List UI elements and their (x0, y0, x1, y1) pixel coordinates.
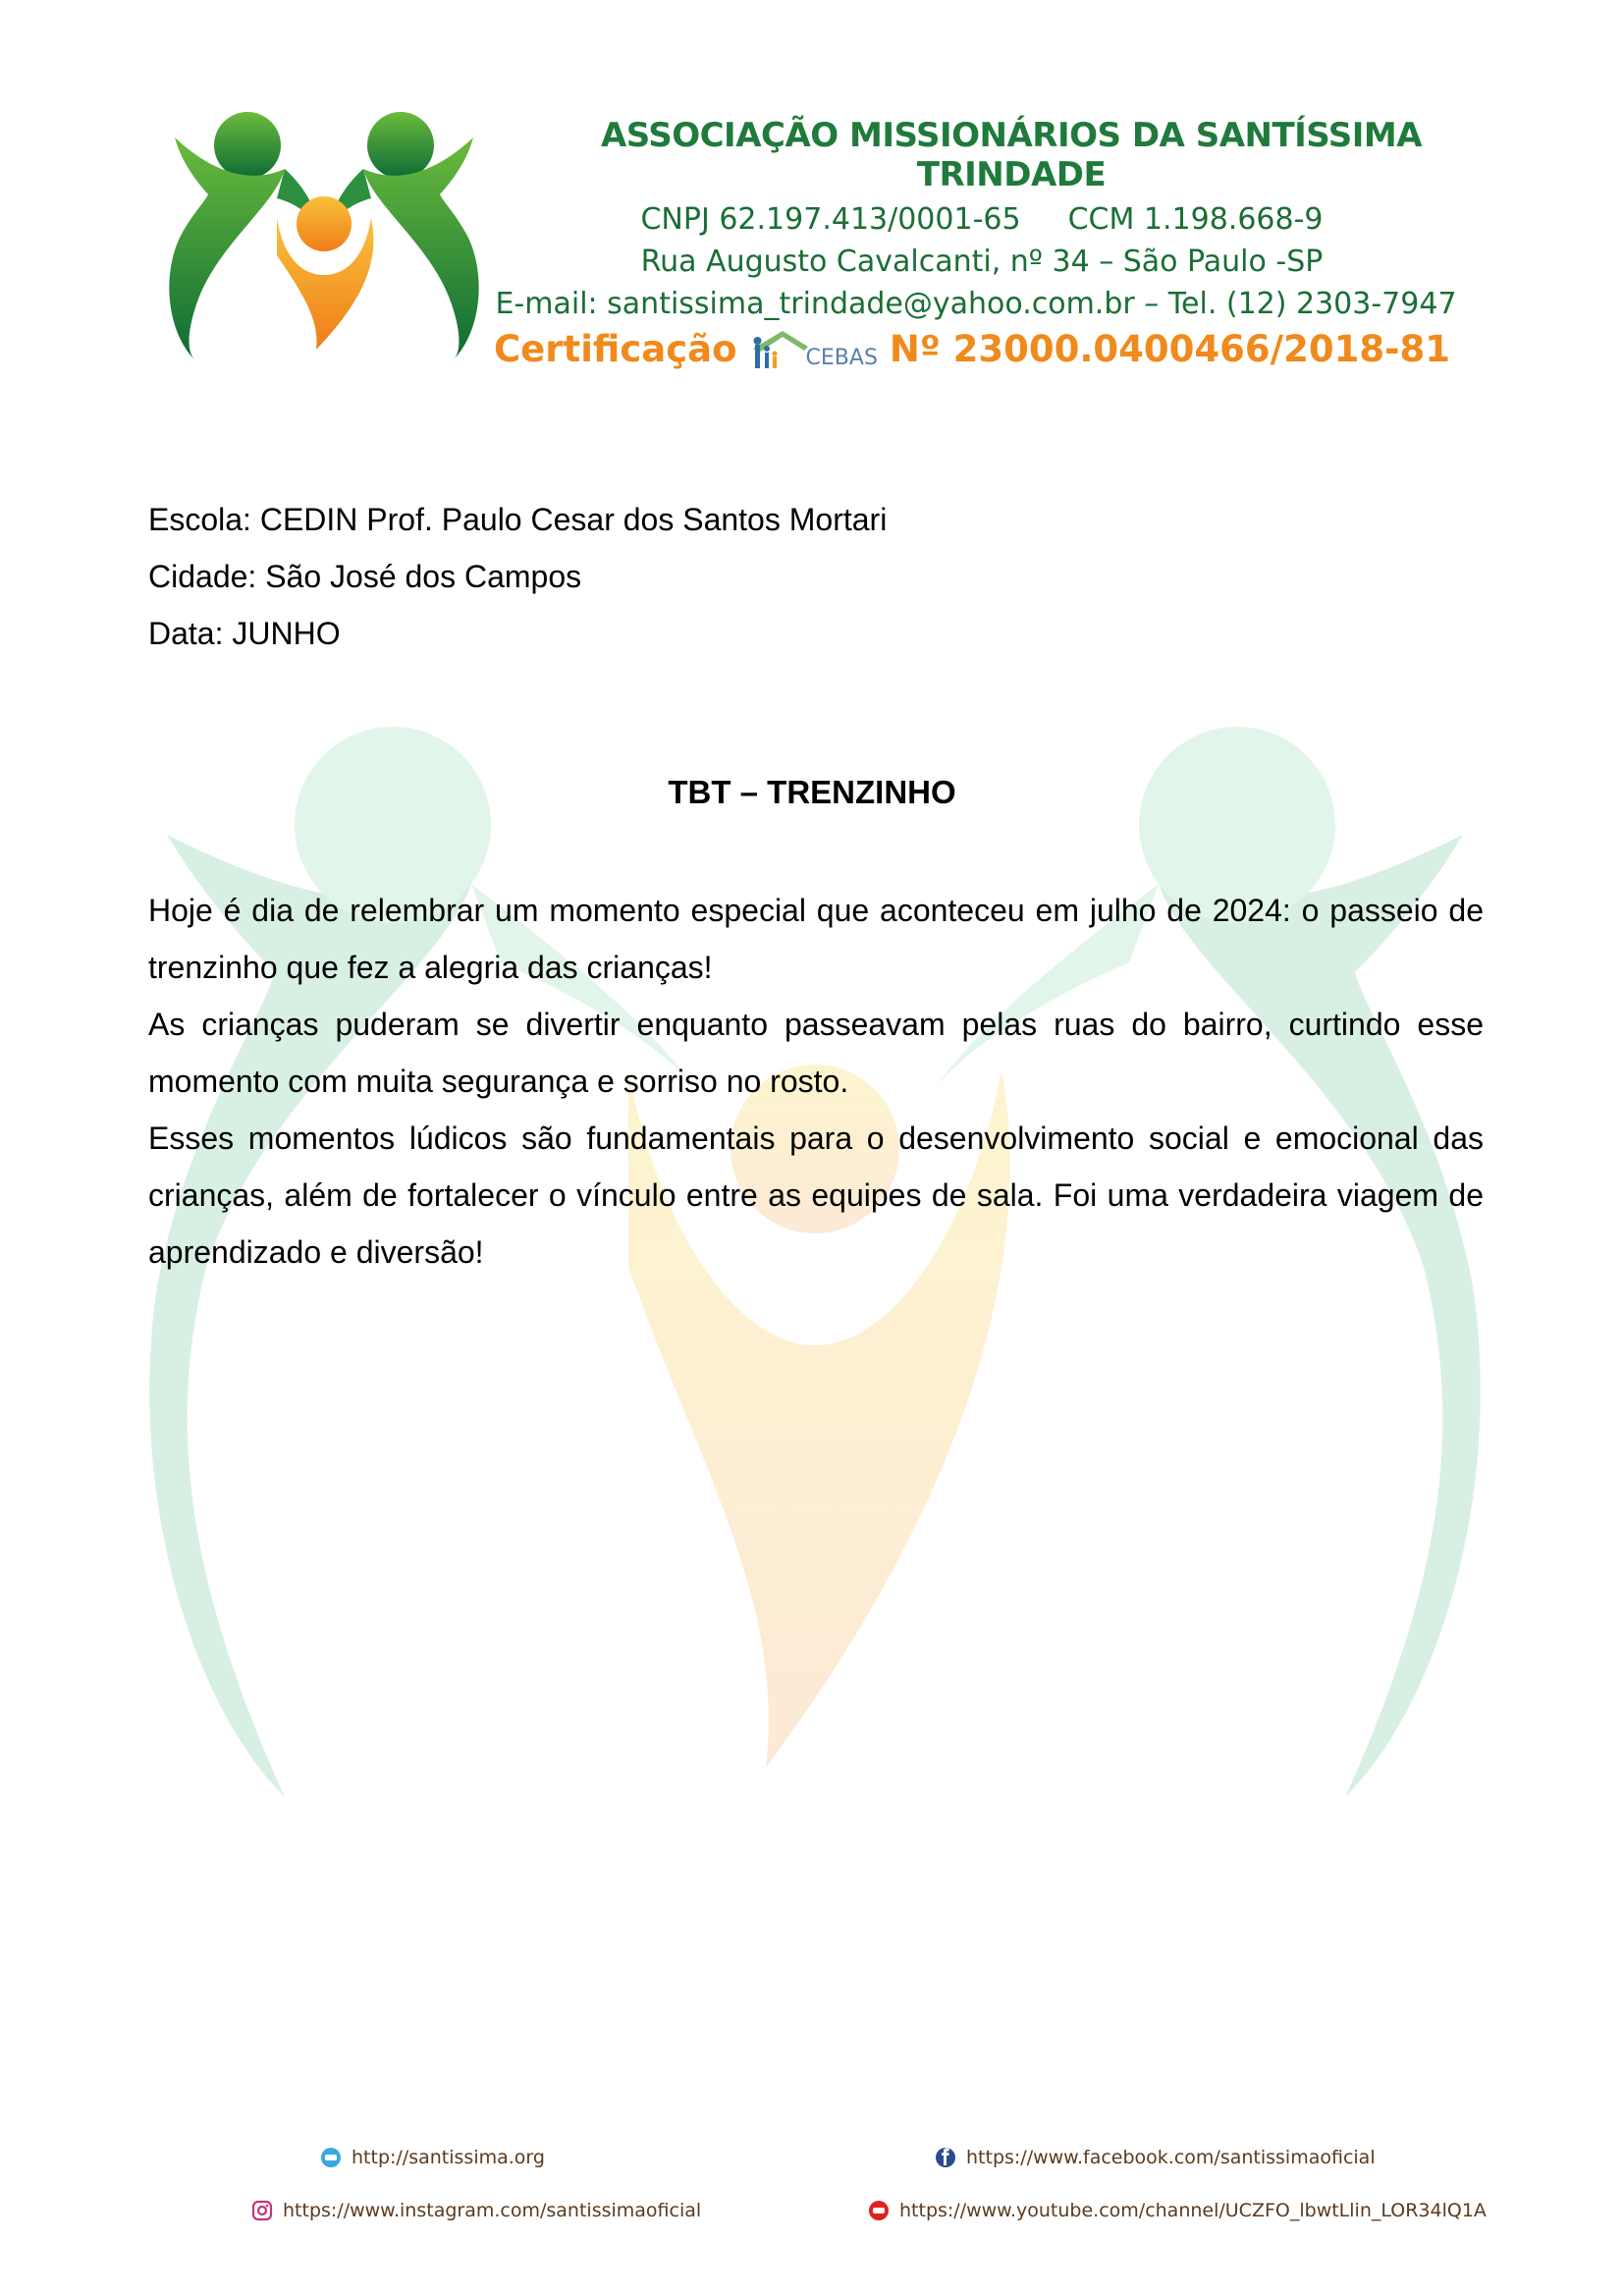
website-url[interactable]: http://santissima.org (352, 2147, 545, 2168)
letterhead (491, 116, 1473, 370)
instagram-link[interactable] (251, 2200, 701, 2221)
address-text: Rua Augusto Cavalcanti, nº 34 – São Paulo -SP (640, 245, 1324, 279)
instagram-icon (251, 2200, 273, 2221)
document-info (148, 491, 887, 662)
website-link[interactable] (320, 2147, 545, 2168)
registration-line (491, 202, 1473, 237)
body-paragraph-2: As crianças puderam se divertir enquanto passeavam pelas ruas do bairro, curtindo esse momento com muita segurança e sorriso no rosto. (148, 1007, 1484, 1099)
instagram-url[interactable]: https://www.instagram.com/santissimaoficial (283, 2200, 702, 2221)
certification-label: Certificação (494, 327, 737, 370)
cebas-house-icon (749, 327, 810, 370)
ccm-text: CCM 1.198.668-9 (1067, 202, 1324, 237)
city-line: Cidade: São José dos Campos (148, 559, 582, 594)
youtube-link[interactable] (868, 2200, 1487, 2221)
facebook-url[interactable]: https://www.facebook.com/santissimaoficial (966, 2147, 1376, 2168)
body-paragraph-1: Hoje é dia de relembrar um momento especial que aconteceu em julho de 2024: o passeio de trenzinho que fez a alegria das crianças! (148, 893, 1484, 985)
facebook-link[interactable] (935, 2147, 1376, 2168)
facebook-icon (935, 2147, 956, 2168)
certification-line (481, 327, 1463, 370)
association-logo (167, 108, 481, 363)
youtube-url[interactable]: https://www.youtube.com/channel/UCZFO_lbwtLlin_LOR34lQ1A (899, 2200, 1487, 2221)
school-line: Escola: CEDIN Prof. Paulo Cesar dos Santos Mortari (148, 502, 888, 537)
organization-name: ASSOCIAÇÃO MISSIONÁRIOS DA SANTÍSSIMA TRINDADE (600, 116, 1423, 194)
contact-line: E-mail: santissima_trindade@yahoo.com.br – Tel. (12) 2303-7947 (495, 287, 1457, 321)
body-paragraph-3: Esses momentos lúdicos são fundamentais para o desenvolvimento social e emocional das crianças, além de fortalecer o vínculo entre as equipes de sala. Foi uma verdadeira viagem de aprendizado e diversão! (148, 1121, 1484, 1270)
document-body (148, 882, 1484, 1281)
document-title: TBT – TRENZINHO (668, 774, 956, 810)
certification-number: Nº 23000.0400466/2018-81 (889, 327, 1450, 370)
date-line: Data: JUNHO (148, 616, 341, 651)
cebas-logo (749, 327, 878, 370)
cebas-text: CEBAS (805, 346, 878, 370)
chat-bubble-icon (320, 2147, 342, 2168)
cnpj-text: CNPJ 62.197.413/0001-65 (640, 202, 1021, 237)
youtube-icon (868, 2200, 890, 2221)
